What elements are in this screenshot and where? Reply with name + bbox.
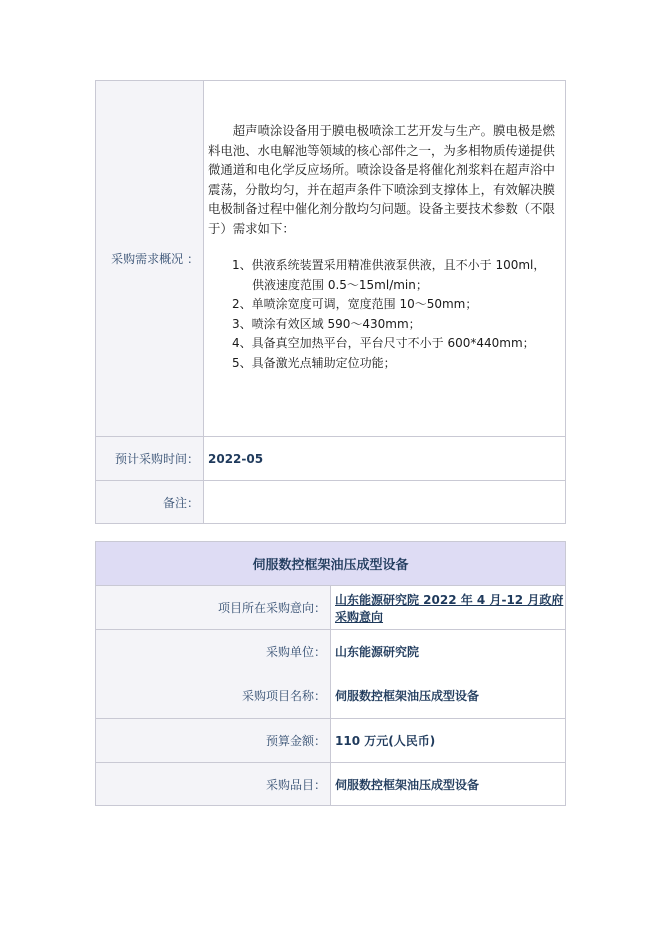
param-item: 2、单喷涂宽度可调，宽度范围 10～50mm； [232,297,478,311]
requirements-table [95,80,566,524]
time-value: 2022-05 [204,437,566,481]
param-item: 1、供液系统装置采用精准供液泵供液，且不小于 100ml， [232,258,546,272]
equipment-table [95,541,566,806]
unit-value: 山东能源研究院 [335,645,420,659]
overview-intro: 超声喷涂设备用于膜电极喷涂工艺开发与生产。膜电极是燃料电池、水电解池等领域的核心部件之一，为多相物质传递提供微通道和电化学反应场所。喷涂设备是将催化剂浆料在超声浴中震荡，分散均匀，并在超声条件下喷涂到支撑体上，有效解决膜电极制备过程中催化剂分散均匀问题。设备主要技术参数（不限于）需求如下： [208,123,555,236]
remark-label: 备注： [96,481,204,524]
equipment-title: 伺服数控框架油压成型设备 [96,542,566,586]
unit-project-row [96,630,566,719]
intent-row [96,586,566,630]
project-value: 伺服数控框架油压成型设备 [335,689,480,703]
param-item-continuation [232,276,561,296]
category-row [96,763,566,806]
category-value: 伺服数控框架油压成型设备 [331,763,566,806]
intent-link[interactable]: 山东能源研究院 2022 年 4 月-12 月政府采购意向 [335,592,564,624]
param-continuation: 供液速度范围 0.5～15ml/min； [252,277,428,292]
param-item: 3、喷涂有效区域 590～430mm； [232,316,421,331]
category-label: 采购品目： [96,763,331,806]
budget-value: 110 万元(人民币) [331,719,566,763]
intent-cell [331,586,566,630]
budget-label: 预算金额： [96,719,331,763]
unit-project-labels [96,630,331,719]
budget-row [96,719,566,763]
unit-project-values [331,630,566,719]
intent-label: 项目所在采购意向： [96,586,331,630]
project-label: 采购项目名称： [241,689,326,703]
time-row [96,437,566,481]
equipment-header-row [96,542,566,586]
time-label: 预计采购时间： [96,437,204,481]
remark-value [204,481,566,524]
unit-label: 采购单位： [265,645,326,659]
param-list [208,256,561,373]
overview-content [204,81,566,437]
overview-row [96,81,566,437]
remark-row [96,481,566,524]
param-item: 4、具备真空加热平台，平台尺寸不小于 600*440mm； [232,336,535,350]
param-item: 5、具备激光点辅助定位功能； [232,355,396,370]
overview-label: 采购需求概况 ： [96,81,204,437]
